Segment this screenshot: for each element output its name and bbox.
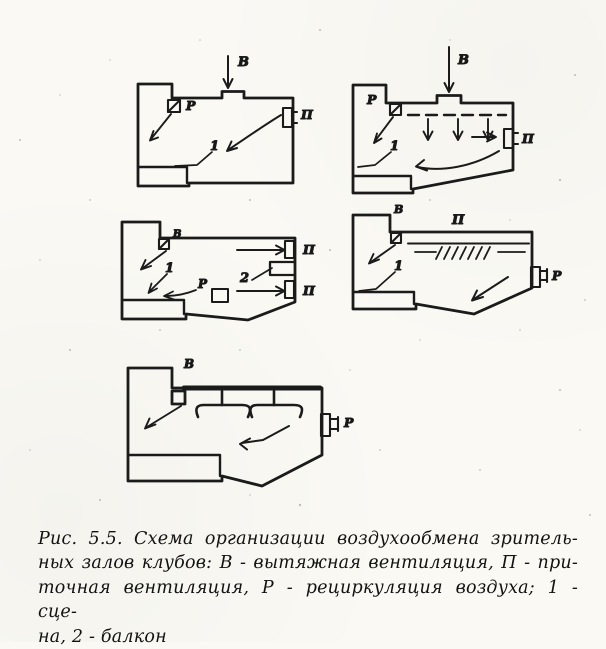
- label-stage: 1: [210, 139, 220, 154]
- scheme-4: [353, 203, 562, 314]
- label-recirc: Р: [552, 268, 562, 283]
- supply-flow-arrow: [237, 246, 285, 255]
- label-stage: 1: [390, 139, 400, 154]
- label-exhaust: В: [184, 357, 195, 371]
- supply-vent-icon: [504, 129, 518, 148]
- label-stage: 1: [394, 259, 404, 274]
- caption-line: Рис. 5.5. Схема организации воздухообмена зритель-: [38, 529, 578, 549]
- exhaust-vent-icon: [159, 239, 169, 249]
- recirc-flow-arrow: [150, 114, 171, 141]
- stage-leader: [175, 152, 212, 166]
- scheme-5: [128, 357, 354, 486]
- downflow-arrow: [424, 119, 433, 140]
- caption-line: на, 2 - балкон: [38, 626, 167, 647]
- hall-outline: [138, 84, 293, 186]
- label-exhaust: В: [458, 53, 469, 68]
- stage-platform: [128, 455, 220, 476]
- return-flow-arrow: [416, 151, 499, 171]
- exhaust-flow-arrow: [445, 47, 454, 92]
- recirc-vent-icon: [390, 104, 401, 115]
- label-supply: П: [301, 107, 313, 122]
- label-recirc: Р: [367, 92, 377, 107]
- exhaust-flow-arrow: [369, 245, 395, 264]
- ceiling-diffusers: [196, 391, 302, 417]
- exhaust-vent-icon: [172, 391, 185, 404]
- stage-leader: [358, 152, 391, 167]
- exhaust-flow-arrow: [224, 56, 233, 88]
- supply-vent-icon: [285, 241, 294, 258]
- label-supply: П: [452, 213, 465, 228]
- label-exhaust: В: [173, 229, 182, 240]
- recirc-unit-icon: [212, 289, 228, 302]
- return-flow-arrow: [472, 277, 508, 301]
- supply-hatch-marks: [415, 247, 525, 259]
- stage-platform: [122, 300, 184, 314]
- label-supply-top: П: [303, 242, 315, 257]
- supply-flow-arrow: [227, 115, 281, 151]
- return-flow-arrow: [240, 426, 289, 450]
- scheme-1: [138, 55, 314, 186]
- stage-platform: [353, 292, 414, 304]
- label-stage: 1: [165, 261, 175, 276]
- hall-outline: [353, 215, 532, 314]
- label-recirc: Р: [344, 415, 354, 430]
- scheme-3: [122, 222, 316, 320]
- supply-vent-icon: [283, 108, 297, 127]
- caption-line: ных залов клубов: В - вытяжная вентиляция, П - при-: [38, 553, 578, 574]
- exhaust-flow-arrow: [141, 251, 166, 270]
- supply-flow-arrow: [237, 287, 285, 296]
- caption-line: точная вентиляция, Р - рециркуляция воздуха; 1 - сце-: [38, 577, 578, 623]
- figure-caption: [38, 527, 578, 649]
- recirc-vent-icon: [321, 414, 338, 436]
- scheme-2: [353, 47, 535, 193]
- label-recirc: Р: [186, 98, 196, 113]
- recirc-vent-icon: [168, 100, 180, 112]
- label-recirc: Р: [198, 277, 208, 291]
- stage-platform: [138, 167, 187, 183]
- stage-platform: [353, 176, 411, 189]
- label-supply: П: [522, 131, 534, 146]
- stage-leader: [359, 272, 395, 291]
- label-supply-bottom: П: [303, 283, 315, 298]
- recirc-flow-arrow: [164, 290, 196, 300]
- supply-vent-icon: [285, 281, 294, 298]
- exhaust-vent-icon: [391, 233, 401, 243]
- label-balcony: 2: [240, 271, 250, 286]
- stage-leader: [149, 274, 168, 293]
- downflow-arrow: [454, 119, 463, 140]
- label-exhaust: В: [238, 55, 249, 70]
- label-exhaust: В: [394, 203, 404, 216]
- exhaust-flow-arrow: [145, 406, 181, 429]
- balcony-outline: [270, 262, 295, 275]
